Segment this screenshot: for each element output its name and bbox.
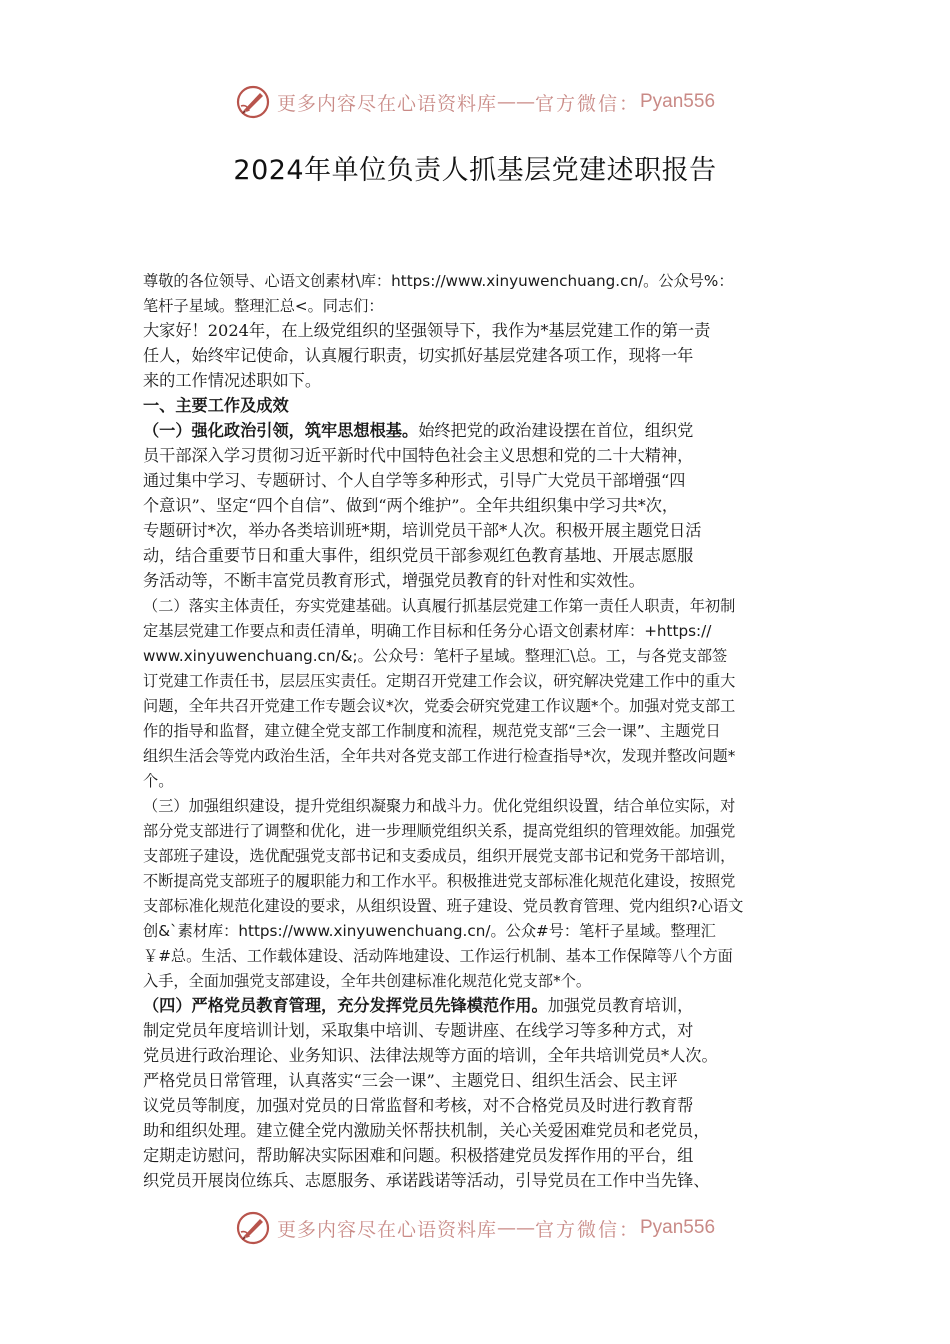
text-line [143,343,813,368]
paragraph-text: www.xinyuwenchuang.cn/&;。公众号：笔杆子星域。整理汇\总。工，与各党支部签 [143,647,728,665]
paragraph-text: 个意识”、坚定“四个自信”、做到“两个维护”。全年共组织集中学习共*次， [143,496,679,515]
paragraph-text: 支部标准化规范化建设的要求，从组织设置、班子建设、党员教育管理、党内组织?心语文 [143,897,744,915]
banner-separator: —— [496,91,535,113]
text-line [143,618,813,643]
text-line [143,543,813,568]
text-line [143,418,813,443]
paragraph-text: 不断提高党支部班子的履职能力和工作水平。积极推进党支部标准化规范化建设，按照党 [143,872,736,890]
text-line [143,318,813,343]
banner-wechat-label: 官方微信： [534,1218,640,1241]
paragraph-text: 作的指导和监督，建立健全党支部工作制度和流程，规范党支部“三会一课”、主题党日 [143,722,721,740]
text-line [143,568,813,593]
paragraph-text: 加强党员教育培训， [547,996,694,1015]
paragraph-text: 尊敬的各位领导、心语文创素材\库：https://www.xinyuwenchuang.cn/。公众号%： [143,272,734,290]
text-line [143,768,813,793]
paragraph-text: 始终把党的政治建设摆在首位，组织党 [418,421,694,440]
text-line [143,893,813,918]
banner-wechat-label: 官方微信： [534,92,640,115]
banner-slogan: 更多内容尽在心语资料库 [276,92,497,115]
paragraph-text: 专题研讨*次，举办各类培训班*期，培训党员干部*人次。积极开展主题党日活 [143,521,702,540]
paragraph-text: 订党建工作责任书，层层压实责任。定期召开党建工作会议，研究解决党建工作中的重大 [143,672,736,690]
text-line [143,918,813,943]
paragraph-text: 动，结合重要节日和重大事件，组织党员干部参观红色教育基地、开展志愿服 [143,546,694,565]
banner-slogan: 更多内容尽在心语资料库 [276,1218,497,1241]
paragraph-text: （三）加强组织建设，提升党组织凝聚力和战斗力。优化党组织设置，结合单位实际，对 [143,797,736,815]
text-line [143,718,813,743]
banner-wechat-id: Pyan556 [640,91,716,112]
text-line [143,793,813,818]
paragraph-text: 织党员开展岗位练兵、志愿服务、承诺践诺等活动，引导党员在工作中当先锋、 [143,1171,710,1190]
text-line [143,1043,813,1068]
text-line [143,468,813,493]
paragraph-text: 助和组织处理。建立健全党内激励关怀帮扶机制，关心关爱困难党员和老党员， [143,1121,710,1140]
paragraph-text: 任人，始终牢记使命，认真履行职责，切实抓好基层党建各项工作，现将一年 [143,346,694,365]
text-line [143,293,813,318]
text-line [143,1093,813,1118]
document-title: 2024年单位负责人抓基层党建述职报告 [233,155,717,186]
text-line [143,593,813,618]
paragraph-text: ￥#总。生活、工作载体建设、活动阵地建设、工作运行机制、基本工作保障等八个方面 [143,947,733,965]
text-line [143,943,813,968]
paragraph-text: 党员进行政治理论、业务知识、法律法规等方面的培训，全年共培训党员*人次。 [143,1046,718,1065]
header-banner [0,82,950,122]
paragraph-text: 制定党员年度培训计划，采取集中培训、专题讲座、在线学习等多种方式，对 [143,1021,694,1040]
paragraph-text: 严格党员日常管理，认真落实“三会一课”、主题党日、组织生活会、民主评 [143,1071,678,1090]
paragraph-text: 入手，全面加强党支部建设，全年共创建标准化规范化党支部*个。 [143,972,592,990]
paragraph-text: 大家好！2024年，在上级党组织的坚强领导下，我作为*基层党建工作的第一责 [143,321,711,340]
paragraph-text: 笔杆子星域。整理汇总<。同志们： [143,297,384,315]
text-line [143,868,813,893]
text-line [143,843,813,868]
paragraph-text: 定基层党建工作要点和责任清单，明确工作目标和任务分心语文创素材库：+https:// [143,622,712,640]
paragraph-text: 议党员等制度，加强对党员的日常监督和考核，对不合格党员及时进行教育帮 [143,1096,694,1115]
text-line [143,643,813,668]
paragraph-text: 问题，全年共召开党建工作专题会议*次，党委会研究党建工作议题*个。加强对党支部工 [143,697,736,715]
paragraph-text: 部分党支部进行了调整和优化，进一步理顺党组织关系，提高党组织的管理效能。加强党 [143,822,736,840]
text-line [143,993,813,1018]
text-line [143,1168,813,1193]
paragraph-text: 组织生活会等党内政治生活，全年共对各党支部工作进行检查指导*次，发现并整改问题* [143,747,736,765]
bold-heading-text: 一、主要工作及成效 [143,396,289,415]
banner-wechat-id: Pyan556 [640,1217,716,1238]
text-line [143,1018,813,1043]
paragraph-text: 务活动等，不断丰富党员教育形式，增强党员教育的针对性和实效性。 [143,571,645,590]
paragraph-text: 员干部深入学习贯彻习近平新时代中国特色社会主义思想和党的二十大精神， [143,446,694,465]
paragraph-text: 来的工作情况述职如下。 [143,371,322,390]
paragraph-text: 通过集中学习、专题研讨、个人自学等多种形式，引导广大党员干部增强“四 [143,471,686,490]
text-line [143,368,813,393]
text-line [143,443,813,468]
paragraph-text: 个。 [143,772,174,790]
paragraph-text: 创&`素材库：https://www.xinyuwenchuang.cn/。公众#号：笔杆子星域。整理汇 [143,922,716,940]
text-line [143,743,813,768]
text-line [143,518,813,543]
bold-heading-text: （一）强化政治引领，筑牢思想根基。 [143,421,419,440]
text-line [143,393,813,418]
paragraph-text: 定期走访慰问，帮助解决实际困难和问题。积极搭建党员发挥作用的平台，组 [143,1146,694,1165]
document-body [143,268,813,1193]
text-line [143,1118,813,1143]
paragraph-text: 支部班子建设，选优配强党支部书记和支委成员，组织开展党支部书记和党务干部培训， [143,847,736,865]
text-line [143,493,813,518]
pen-logo-icon [235,84,271,120]
banner-separator: —— [496,1217,535,1239]
text-line [143,268,813,293]
bold-heading-text: （四）严格党员教育管理，充分发挥党员先锋模范作用。 [143,996,548,1015]
text-line [143,693,813,718]
footer-banner [0,1208,950,1248]
text-line [143,1068,813,1093]
text-line [143,668,813,693]
pen-logo-icon [235,1210,271,1246]
text-line [143,1143,813,1168]
paragraph-text: （二）落实主体责任，夯实党建基础。认真履行抓基层党建工作第一责任人职责，年初制 [143,597,736,615]
text-line [143,968,813,993]
text-line [143,818,813,843]
